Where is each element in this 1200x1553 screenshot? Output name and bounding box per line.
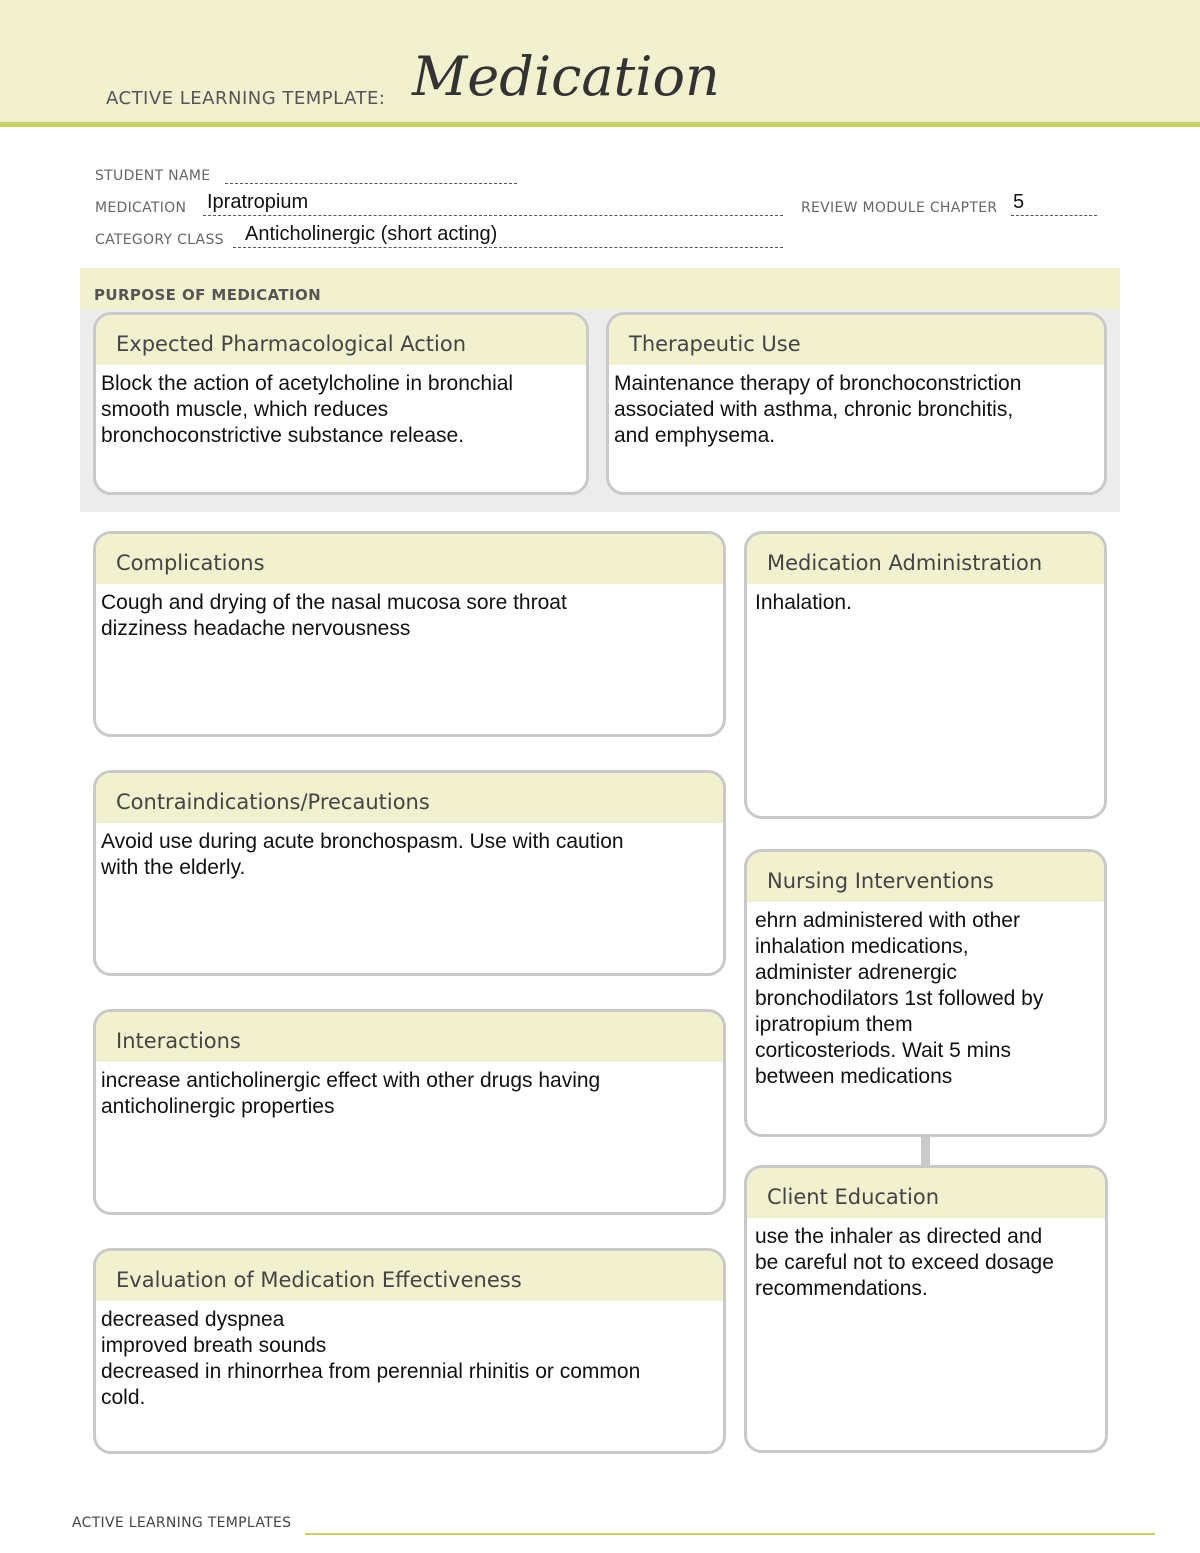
card-body[interactable]: ehrn administered with other inhalation medications, administer adrenergic bronchodilators 1st followed by ipratropium them corticosteriods. Wait 5 mins between medications	[755, 909, 1044, 1088]
card-body[interactable]: increase anticholinergic effect with other drugs having anticholinergic properties	[101, 1069, 601, 1118]
review-module-value[interactable]: 5	[1013, 191, 1025, 213]
review-module-line	[1011, 215, 1097, 216]
category-class-field[interactable]	[95, 224, 795, 250]
expected-action-card[interactable]	[93, 312, 589, 495]
category-class-label: CATEGORY CLASS	[95, 232, 224, 248]
student-name-label: STUDENT NAME	[95, 168, 211, 184]
medication-label: MEDICATION	[95, 200, 187, 216]
card-title: Complications	[116, 551, 265, 575]
card-title: Expected Pharmacological Action	[116, 332, 467, 356]
administration-card[interactable]	[744, 531, 1107, 819]
card-title: Interactions	[116, 1029, 241, 1053]
footer-text: ACTIVE LEARNING TEMPLATES	[72, 1515, 292, 1531]
medication-line	[203, 215, 783, 216]
review-module-field[interactable]	[801, 192, 1101, 218]
card-title: Therapeutic Use	[629, 332, 801, 356]
card-body[interactable]: Inhalation.	[755, 591, 852, 614]
complications-card[interactable]	[93, 531, 726, 737]
card-title: Client Education	[767, 1185, 940, 1209]
nursing-interventions-card[interactable]	[744, 849, 1107, 1137]
medication-field[interactable]	[95, 192, 795, 218]
card-body[interactable]: Block the action of acetylcholine in bronchial smooth muscle, which reduces bronchoconstrictive substance release.	[101, 372, 514, 447]
card-header	[96, 315, 586, 365]
medication-value[interactable]: Ipratropium	[207, 191, 309, 213]
interactions-card[interactable]	[93, 1009, 726, 1215]
card-body[interactable]: Maintenance therapy of bronchoconstriction associated with asthma, chronic bronchitis, and emphysema.	[614, 372, 1022, 447]
category-class-line	[233, 247, 783, 248]
card-header	[747, 852, 1104, 902]
card-header	[96, 1251, 723, 1301]
purpose-header	[80, 268, 1120, 310]
card-header	[96, 1012, 723, 1062]
card-header	[96, 534, 723, 584]
card-title: Medication Administration	[767, 551, 1043, 575]
card-body[interactable]: decreased dyspnea improved breath sounds decreased in rhinorrhea from perennial rhinitis or common cold.	[101, 1308, 641, 1409]
card-header	[747, 534, 1104, 584]
card-body[interactable]: Avoid use during acute bronchospasm. Use with caution with the elderly.	[101, 830, 624, 879]
card-title: Evaluation of Medication Effectiveness	[116, 1268, 522, 1292]
card-connector	[921, 1134, 930, 1166]
card-body[interactable]: use the inhaler as directed and be careful not to exceed dosage recommendations.	[755, 1225, 1054, 1300]
contraindications-card[interactable]	[93, 770, 726, 976]
evaluation-card[interactable]	[93, 1248, 726, 1454]
student-name-field[interactable]	[95, 160, 525, 186]
review-module-label: REVIEW MODULE CHAPTER	[801, 200, 998, 216]
header-divider	[0, 122, 1200, 127]
client-education-card[interactable]	[744, 1165, 1108, 1453]
card-header	[609, 315, 1104, 365]
template-prefix: ACTIVE LEARNING TEMPLATE:	[106, 88, 386, 109]
card-header	[96, 773, 723, 823]
card-title: Nursing Interventions	[767, 869, 994, 893]
category-class-value[interactable]: Anticholinergic (short acting)	[245, 223, 498, 245]
page-title: Medication	[412, 45, 720, 108]
therapeutic-use-card[interactable]	[606, 312, 1107, 495]
card-header	[747, 1168, 1105, 1218]
card-body[interactable]: Cough and drying of the nasal mucosa sore throat dizziness headache nervousness	[101, 591, 567, 640]
card-title: Contraindications/Precautions	[116, 790, 430, 814]
footer-divider	[305, 1533, 1155, 1535]
student-name-line	[225, 183, 517, 184]
purpose-title: PURPOSE OF MEDICATION	[94, 286, 322, 304]
